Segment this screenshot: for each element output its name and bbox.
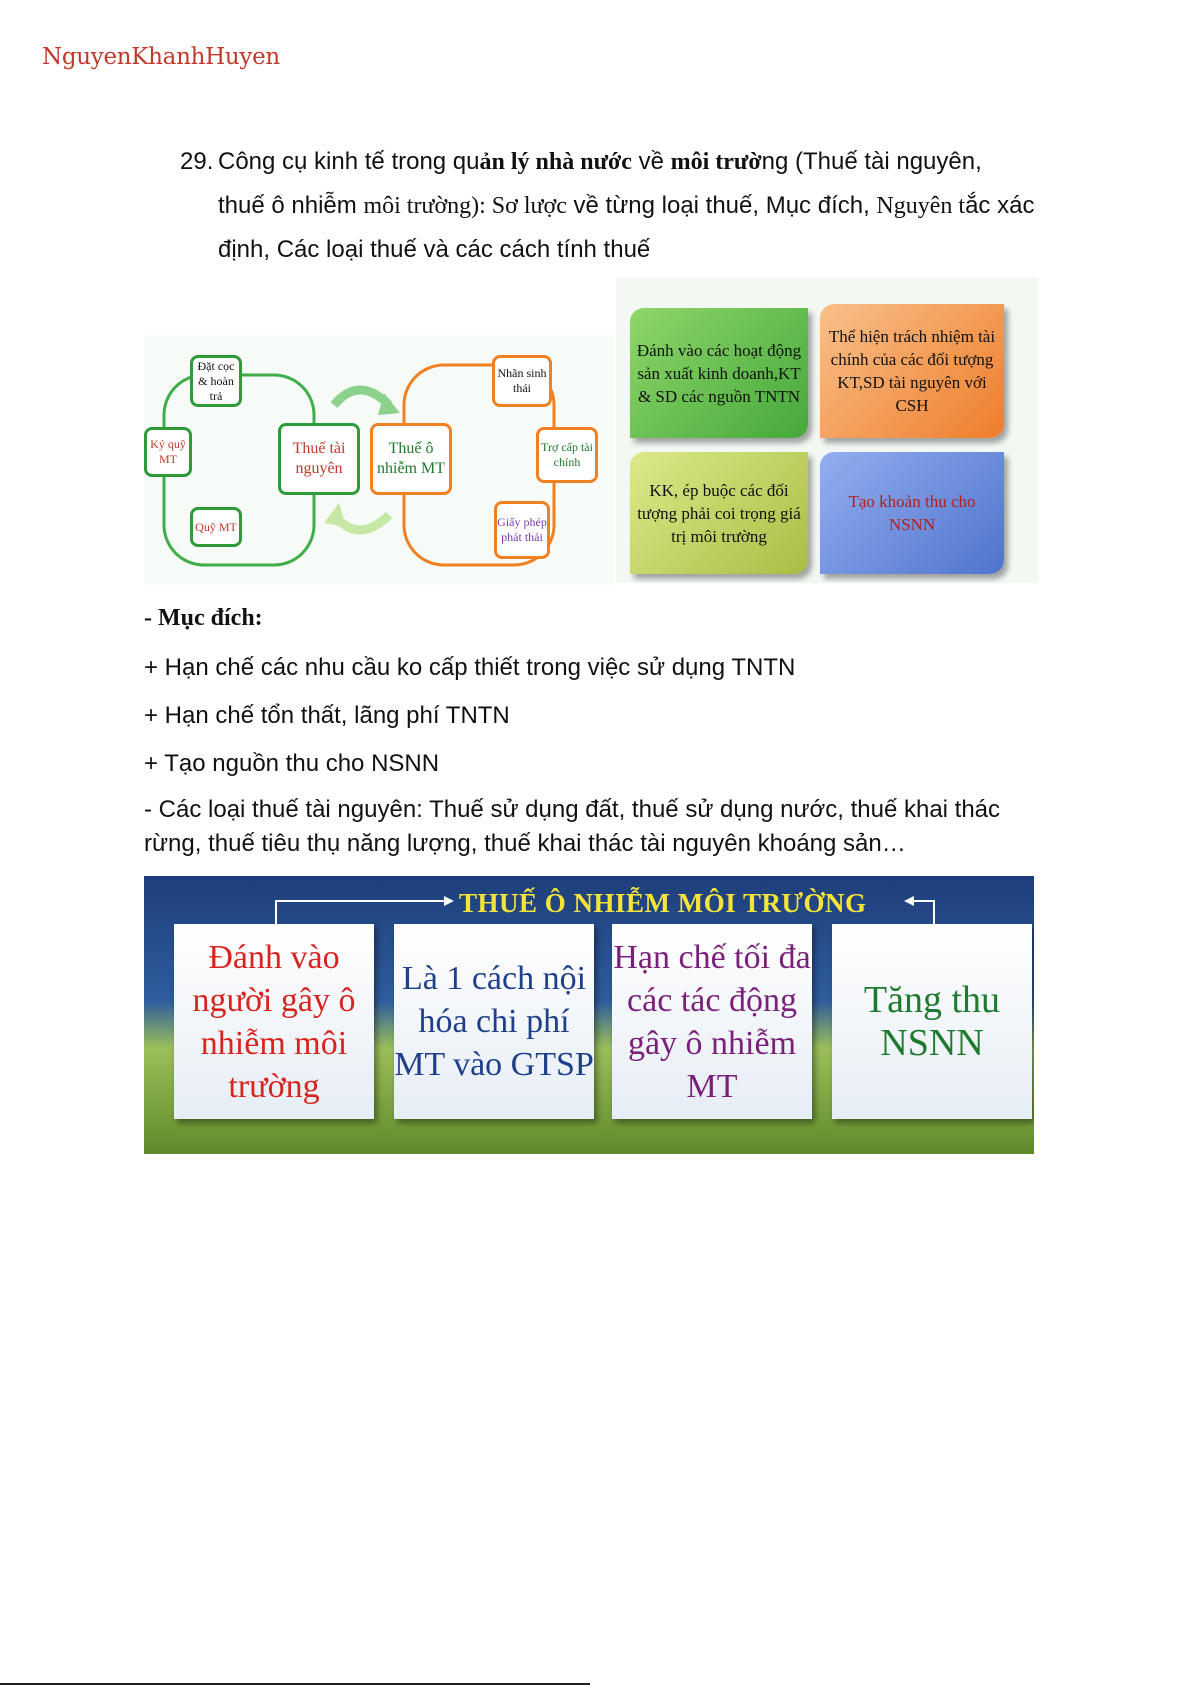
question-number: 29. [180, 148, 214, 175]
node-tro-cap: Trợ cấp tài chính [536, 427, 598, 483]
heading-text-bold: môi trườ [670, 149, 762, 175]
heading-line-1 [180, 140, 1080, 184]
node-nhan-sinh-thai: Nhãn sinh thái [492, 355, 552, 407]
bottom-arrow-head [324, 503, 346, 527]
node-thue-tai-nguyen: Thuế tài nguyên [278, 423, 360, 495]
left-arrow-head [444, 896, 454, 906]
node-quy-mt: Quỹ MT [190, 507, 242, 547]
tax-types-line-1: - Các loại thuế tài nguyên: Thuế sử dụng đất, thuế sử dụng nước, thuế khai thác [144, 796, 1001, 823]
resource-tax-features-grid [616, 278, 1038, 583]
tax-cycle-diagram [144, 335, 614, 585]
heading-text-serif: môi trường): Sơ lược [363, 193, 567, 219]
brand-watermark: NguyenKhanhHuyen [42, 44, 280, 70]
heading-text: Công cụ kinh tế trong qu [218, 148, 480, 175]
heading-text-bold: ản lý nhà nước [479, 149, 632, 175]
purpose-label-text: - Mục đích: [144, 605, 263, 631]
purpose-bullet-3: + Tạo nguồn thu cho NSNN [144, 750, 440, 777]
heading-text: ắc xác [965, 192, 1035, 219]
question-heading [180, 140, 1080, 272]
tile-danh-vao: Đánh vào các hoạt động sản xuất kinh doanh,KT & SD các nguồn TNTN [630, 308, 808, 438]
node-thue-o-nhiem: Thuế ô nhiễm MT [370, 423, 452, 495]
tax-types-line-2: rừng, thuế tiêu thụ năng lượng, thuế khai thác tài nguyên khoáng sản… [144, 830, 906, 857]
card-danh-vao: Đánh vào người gây ô nhiễm môi trường [174, 924, 374, 1119]
heading-line-2 [180, 184, 1080, 228]
heading-text: về [631, 148, 671, 175]
tile-the-hien: Thể hiện trách nhiệm tài chính của các đối tượng KT,SD tài nguyên với CSH [820, 304, 1004, 438]
heading-text: thuế ô nhiễm [218, 192, 364, 219]
tile-tao-khoan-thu: Tạo khoản thu cho NSNN [820, 452, 1004, 574]
heading-text: ng (Thuế tài nguyên, [761, 148, 982, 175]
purpose-label [144, 602, 1064, 634]
purpose-bullet-1: + Hạn chế các nhu cầu ko cấp thiết trong việc sử dụng TNTN [144, 654, 796, 681]
node-giay-phep: Giấy phép phát thải [494, 501, 550, 559]
node-dat-coc: Đặt cọc & hoàn trả [190, 355, 242, 407]
right-arrow-head [904, 896, 914, 906]
pollution-tax-banner [144, 876, 1034, 1154]
heading-line-3: định, Các loại thuế và các cách tính thuế [218, 236, 651, 263]
purpose-bullet-2: + Hạn chế tổn thất, lãng phí TNTN [144, 702, 510, 729]
left-arrow-line [276, 901, 444, 924]
card-noi-hoa: Là 1 cách nội hóa chi phí MT vào GTSP [394, 924, 594, 1119]
heading-text-serif: Nguyên t [876, 193, 966, 219]
top-arrow [334, 390, 389, 405]
heading-text: về từng loại thuế, Mục đích, [566, 192, 877, 219]
banner-title: THUẾ Ô NHIỄM MÔI TRƯỜNG [459, 888, 867, 918]
right-arrow-line [914, 901, 934, 924]
node-ky-quy: Ký quỹ MT [144, 427, 192, 477]
card-han-che: Hạn chế tối đa các tác động gây ô nhiễm MT [612, 924, 812, 1119]
tile-khuyen-khich: KK, ép buộc các đối tượng phải coi trọng giá trị môi trường [630, 452, 808, 574]
card-tang-thu: Tăng thu NSNN [832, 924, 1032, 1119]
